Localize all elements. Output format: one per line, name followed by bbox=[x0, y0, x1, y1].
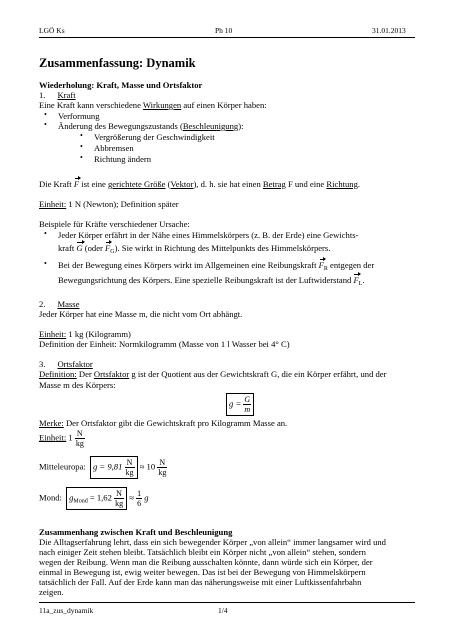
sublist-item: Richtung ändern bbox=[94, 154, 152, 164]
ortsfaktor-mitteleuropa: Mitteleuropa: g = 9,81 $\frac{N}{kg}$ ≈ 10 $\frac{N}{kg}$ bbox=[39, 458, 167, 477]
vector-F: F bbox=[73, 179, 80, 189]
paragraph-line: wegen der Reibung. Wenn man die Reibung ausschalten könnte, dann würde sich ein Körper, der bbox=[39, 557, 373, 567]
einheit-ortsfaktor: Einheit: 1 $\frac{N}{kg}$ bbox=[39, 429, 84, 448]
example-reibung-line1: Bei der Bewegung eines Körpers wirkt im Allgemeinen eine Reibungskraft $F_R$ entgegen der bbox=[58, 260, 375, 272]
paragraph-line: nach einiger Zeit stehen bleibt. Tatsächlich bleibt ein Körper nicht „von allein“ stehen, sondern bbox=[39, 547, 366, 557]
ortsfaktor-formula: g = $\frac{G}{m}$ bbox=[226, 393, 254, 416]
example-gewichtskraft-line2: kraft G (oder $F_G$). Sie wirkt in Richtung des Mittelpunkts des Himmelskörpers. bbox=[58, 243, 331, 255]
masse-text: Jeder Körper hat eine Masse m, die nicht vom Ort abhängt. bbox=[39, 309, 243, 319]
list-item-verformung: Verformung bbox=[58, 111, 100, 121]
bullet-icon: • bbox=[80, 153, 83, 162]
sublist-item: Vergrößerung der Geschwindigkeit bbox=[94, 132, 215, 142]
footer-left: 11a_zus_dynamik bbox=[39, 606, 94, 615]
list-item-aenderung: Änderung des Bewegungszustands (Beschleunigung): bbox=[58, 121, 244, 131]
bullet-icon: • bbox=[80, 142, 83, 151]
kraft-definition: Die Kraft F ist eine gerichtete Größe (Vektor), d. h. sie hat einen Betrag F und eine Richtung. bbox=[39, 179, 361, 189]
beispiele-heading: Beispiele für Kräfte verschiedener Ursache: bbox=[39, 219, 190, 229]
ortsfaktor-definition-line1: Definition: Der Ortsfaktor g ist der Quotient aus der Gewichtskraft G, die ein Körper erfährt, und der bbox=[39, 369, 387, 379]
merke-text: Merke: Der Ortsfaktor gibt die Gewichtskraft pro Kilogramm Masse an. bbox=[39, 418, 288, 428]
subsection-ortsfaktor-heading: 3. Ortsfaktor bbox=[39, 359, 93, 369]
einheit-kg: Einheit: 1 kg (Kilogramm) bbox=[39, 329, 131, 339]
sublist-item: Abbremsen bbox=[94, 143, 134, 153]
page-title: Zusammenfassung: Dynamik bbox=[39, 56, 196, 70]
kraft-intro: Eine Kraft kann verschiedene Wirkungen auf einen Körper haben: bbox=[39, 100, 267, 110]
einheit-newton: Einheit: 1 N (Newton); Definition später bbox=[39, 199, 179, 209]
bullet-icon: • bbox=[44, 259, 47, 268]
section-heading-zusammenhang: Zusammenhang zwischen Kraft und Beschleunigung bbox=[39, 527, 233, 537]
header-left: LGÖ Ks bbox=[39, 26, 65, 35]
section-heading-wiederholung: Wiederholung: Kraft, Masse und Ortsfaktor bbox=[39, 80, 203, 90]
paragraph-line: tatsächlich der Fall. Auf der Erde kann man das näherungsweise mit einer Luftkissenfahrbahn bbox=[39, 577, 362, 587]
header-rule bbox=[39, 37, 415, 38]
einheit-definition: Definition der Einheit: Normkilogramm (Masse von 1 l Wasser bei 4° C) bbox=[39, 339, 290, 349]
link-wirkungen: Wirkungen bbox=[142, 100, 182, 110]
subsection-masse-heading: 2. Masse bbox=[39, 299, 80, 309]
bullet-icon: • bbox=[44, 229, 47, 238]
header-center: Ph 10 bbox=[215, 26, 233, 35]
example-reibung-line2: Bewegungsrichtung des Körpers. Eine spezielle Reibungskraft ist der Luftwiderstand $F_L$. bbox=[58, 275, 365, 287]
ortsfaktor-definition-line2: Masse m des Körpers: bbox=[39, 380, 116, 390]
bullet-icon: • bbox=[44, 120, 47, 129]
bullet-icon: • bbox=[44, 110, 47, 119]
subsection-kraft-heading: 1. Kraft bbox=[39, 90, 76, 100]
paragraph-line: zeigen. bbox=[39, 587, 64, 597]
example-gewichtskraft-line1: Jeder Körper erfährt in der Nähe eines Himmelskörpers (z. B. der Erde) eine Gewichts- bbox=[58, 230, 359, 240]
footer-rule bbox=[39, 602, 415, 603]
paragraph-line: Die Alltagserfahrung lehrt, dass ein sich bewegender Körper „von allein“ immer langsamer wird und bbox=[39, 537, 386, 547]
bullet-icon: • bbox=[80, 131, 83, 140]
header-right: 31.01.2013 bbox=[372, 26, 406, 35]
footer-page-number: 1/4 bbox=[218, 606, 228, 615]
ortsfaktor-mond: Mond: $g_{Mond} = 1,62$ $\frac{N}{kg}$ ≈ $\frac{1}{6}$ g bbox=[39, 489, 149, 508]
paragraph-line: einmal in Bewegung ist, ewig weiter bewegen. Das ist bei der Bewegung von Himmelskörpern bbox=[39, 567, 366, 577]
